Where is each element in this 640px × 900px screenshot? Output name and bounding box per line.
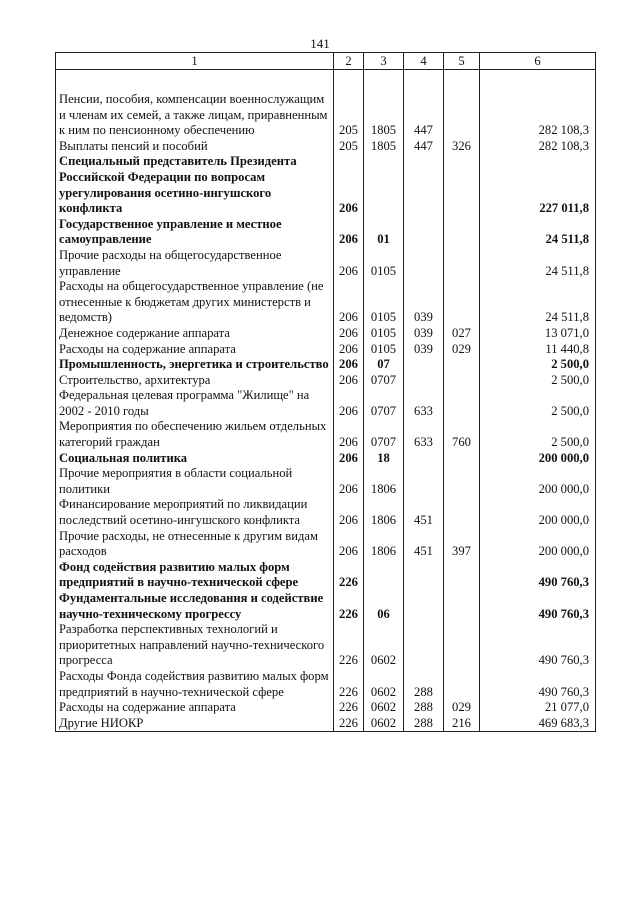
table-row (56, 669, 596, 700)
amount: 200 000,0 (480, 466, 596, 497)
chapter-code: 206 (334, 326, 364, 342)
section-code: 0602 (364, 669, 404, 700)
expense-type-code (444, 622, 480, 669)
table-row (56, 342, 596, 358)
item-name: Другие НИОКР (56, 716, 334, 732)
table-row (56, 92, 596, 139)
item-name: Социальная политика (56, 451, 334, 467)
section-code: 06 (364, 591, 404, 622)
chapter-code: 206 (334, 451, 364, 467)
expense-type-code: 397 (444, 529, 480, 560)
amount: 200 000,0 (480, 451, 596, 467)
chapter-code: 226 (334, 700, 364, 716)
column-header-4: 4 (404, 53, 444, 70)
target-code (404, 217, 444, 248)
table-row (56, 357, 596, 373)
spacer-row (56, 70, 596, 93)
expense-type-code (444, 279, 480, 326)
table-row (56, 591, 596, 622)
expense-type-code: 216 (444, 716, 480, 732)
section-code: 1806 (364, 466, 404, 497)
target-code: 451 (404, 497, 444, 528)
section-code: 0105 (364, 279, 404, 326)
budget-table (55, 52, 596, 732)
chapter-code: 205 (334, 92, 364, 139)
table-row (56, 700, 596, 716)
table-row (56, 326, 596, 342)
amount: 490 760,3 (480, 669, 596, 700)
item-name: Федеральная целевая программа "Жилище" на 2002 - 2010 годы (56, 388, 334, 419)
target-code (404, 154, 444, 216)
amount: 490 760,3 (480, 622, 596, 669)
item-name: Расходы на содержание аппарата (56, 342, 334, 358)
item-name: Расходы на содержание аппарата (56, 700, 334, 716)
target-code: 447 (404, 139, 444, 155)
table-row (56, 560, 596, 591)
page-number: 141 (310, 36, 330, 51)
section-code: 18 (364, 451, 404, 467)
item-name: Финансирование мероприятий по ликвидации последствий осетино-ингушского конфликта (56, 497, 334, 528)
table-body (56, 70, 596, 732)
chapter-code: 226 (334, 622, 364, 669)
expense-type-code (444, 92, 480, 139)
chapter-code: 206 (334, 357, 364, 373)
spacer-cell (444, 70, 480, 93)
chapter-code: 226 (334, 560, 364, 591)
target-code: 039 (404, 342, 444, 358)
amount: 2 500,0 (480, 419, 596, 450)
amount: 11 440,8 (480, 342, 596, 358)
section-code: 1805 (364, 139, 404, 155)
spacer-cell (480, 70, 596, 93)
expense-type-code (444, 497, 480, 528)
header-row (56, 53, 596, 70)
section-code: 0602 (364, 716, 404, 732)
section-code: 01 (364, 217, 404, 248)
table-row (56, 388, 596, 419)
section-code: 0105 (364, 342, 404, 358)
chapter-code: 206 (334, 388, 364, 419)
expense-type-code (444, 669, 480, 700)
target-code: 039 (404, 279, 444, 326)
amount: 2 500,0 (480, 373, 596, 389)
table-row (56, 451, 596, 467)
spacer-cell (364, 70, 404, 93)
section-code: 0602 (364, 622, 404, 669)
item-name: Расходы на общегосударственное управление (не отнесенные к бюджетам других министерств и ведомств) (56, 279, 334, 326)
amount: 24 511,8 (480, 279, 596, 326)
chapter-code: 206 (334, 373, 364, 389)
table-row (56, 154, 596, 216)
section-code (364, 560, 404, 591)
target-code: 288 (404, 669, 444, 700)
spacer-cell (404, 70, 444, 93)
target-code (404, 357, 444, 373)
expense-type-code (444, 248, 480, 279)
amount: 13 071,0 (480, 326, 596, 342)
item-name: Строительство, архитектура (56, 373, 334, 389)
expense-type-code (444, 373, 480, 389)
item-name: Денежное содержание аппарата (56, 326, 334, 342)
target-code: 288 (404, 716, 444, 732)
item-name: Пенсии, пособия, компенсации военнослужащим и членам их семей, а также лицам, приравненным к ним по пенсионному обеспечению (56, 92, 334, 139)
target-code (404, 560, 444, 591)
expense-type-code (444, 154, 480, 216)
section-code: 0105 (364, 248, 404, 279)
section-code: 1806 (364, 497, 404, 528)
target-code (404, 248, 444, 279)
item-name: Специальный представитель Президента Российской Федерации по вопросам урегулирования осетино-ингушского конфликта (56, 154, 334, 216)
amount: 227 011,8 (480, 154, 596, 216)
section-code: 0105 (364, 326, 404, 342)
amount: 282 108,3 (480, 92, 596, 139)
table-row (56, 497, 596, 528)
target-code: 633 (404, 388, 444, 419)
expense-type-code: 029 (444, 342, 480, 358)
amount: 2 500,0 (480, 388, 596, 419)
item-name: Фонд содействия развитию малых форм предприятий в научно-технической сфере (56, 560, 334, 591)
expense-type-code: 760 (444, 419, 480, 450)
amount: 490 760,3 (480, 591, 596, 622)
chapter-code: 226 (334, 716, 364, 732)
section-code: 1806 (364, 529, 404, 560)
section-code: 0707 (364, 388, 404, 419)
spacer-cell (56, 70, 334, 93)
chapter-code: 206 (334, 529, 364, 560)
section-code: 0707 (364, 373, 404, 389)
amount: 200 000,0 (480, 529, 596, 560)
expense-type-code: 029 (444, 700, 480, 716)
target-code (404, 466, 444, 497)
table-row (56, 139, 596, 155)
item-name: Промышленность, энергетика и строительство (56, 357, 334, 373)
column-header-1: 1 (56, 53, 334, 70)
chapter-code: 206 (334, 154, 364, 216)
target-code (404, 591, 444, 622)
column-header-3: 3 (364, 53, 404, 70)
table-row (56, 529, 596, 560)
column-header-6: 6 (480, 53, 596, 70)
section-code (364, 154, 404, 216)
chapter-code: 206 (334, 466, 364, 497)
chapter-code: 206 (334, 497, 364, 528)
section-code: 0707 (364, 419, 404, 450)
amount: 24 511,8 (480, 217, 596, 248)
table-row (56, 217, 596, 248)
table-row (56, 248, 596, 279)
target-code: 633 (404, 419, 444, 450)
column-header-2: 2 (334, 53, 364, 70)
target-code (404, 451, 444, 467)
table-row (56, 622, 596, 669)
target-code: 451 (404, 529, 444, 560)
item-name: Расходы Фонда содействия развитию малых форм предприятий в научно-технической сфере (56, 669, 334, 700)
table-header (56, 53, 596, 70)
expense-type-code: 326 (444, 139, 480, 155)
amount: 24 511,8 (480, 248, 596, 279)
item-name: Государственное управление и местное самоуправление (56, 217, 334, 248)
item-name: Прочие расходы на общегосударственное управление (56, 248, 334, 279)
chapter-code: 206 (334, 419, 364, 450)
section-code: 0602 (364, 700, 404, 716)
expense-type-code (444, 451, 480, 467)
item-name: Фундаментальные исследования и содействие научно-техническому прогрессу (56, 591, 334, 622)
expense-type-code (444, 560, 480, 591)
amount: 200 000,0 (480, 497, 596, 528)
table-row (56, 419, 596, 450)
item-name: Разработка перспективных технологий и приоритетных направлений научно-технического прогресса (56, 622, 334, 669)
target-code: 447 (404, 92, 444, 139)
chapter-code: 205 (334, 139, 364, 155)
expense-type-code (444, 591, 480, 622)
expense-type-code (444, 357, 480, 373)
expense-type-code: 027 (444, 326, 480, 342)
item-name: Мероприятия по обеспечению жильем отдельных категорий граждан (56, 419, 334, 450)
chapter-code: 226 (334, 669, 364, 700)
amount: 2 500,0 (480, 357, 596, 373)
amount: 282 108,3 (480, 139, 596, 155)
item-name: Выплаты пенсий и пособий (56, 139, 334, 155)
column-header-5: 5 (444, 53, 480, 70)
table-row (56, 716, 596, 732)
target-code: 039 (404, 326, 444, 342)
expense-type-code (444, 466, 480, 497)
table-row (56, 466, 596, 497)
table-row (56, 373, 596, 389)
item-name: Прочие расходы, не отнесенные к другим видам расходов (56, 529, 334, 560)
section-code: 1805 (364, 92, 404, 139)
amount: 21 077,0 (480, 700, 596, 716)
chapter-code: 206 (334, 217, 364, 248)
chapter-code: 206 (334, 342, 364, 358)
target-code: 288 (404, 700, 444, 716)
expense-type-code (444, 217, 480, 248)
chapter-code: 206 (334, 279, 364, 326)
spacer-cell (334, 70, 364, 93)
target-code (404, 373, 444, 389)
expense-type-code (444, 388, 480, 419)
section-code: 07 (364, 357, 404, 373)
chapter-code: 206 (334, 248, 364, 279)
chapter-code: 226 (334, 591, 364, 622)
amount: 490 760,3 (480, 560, 596, 591)
item-name: Прочие мероприятия в области социальной политики (56, 466, 334, 497)
target-code (404, 622, 444, 669)
table-row (56, 279, 596, 326)
amount: 469 683,3 (480, 716, 596, 732)
